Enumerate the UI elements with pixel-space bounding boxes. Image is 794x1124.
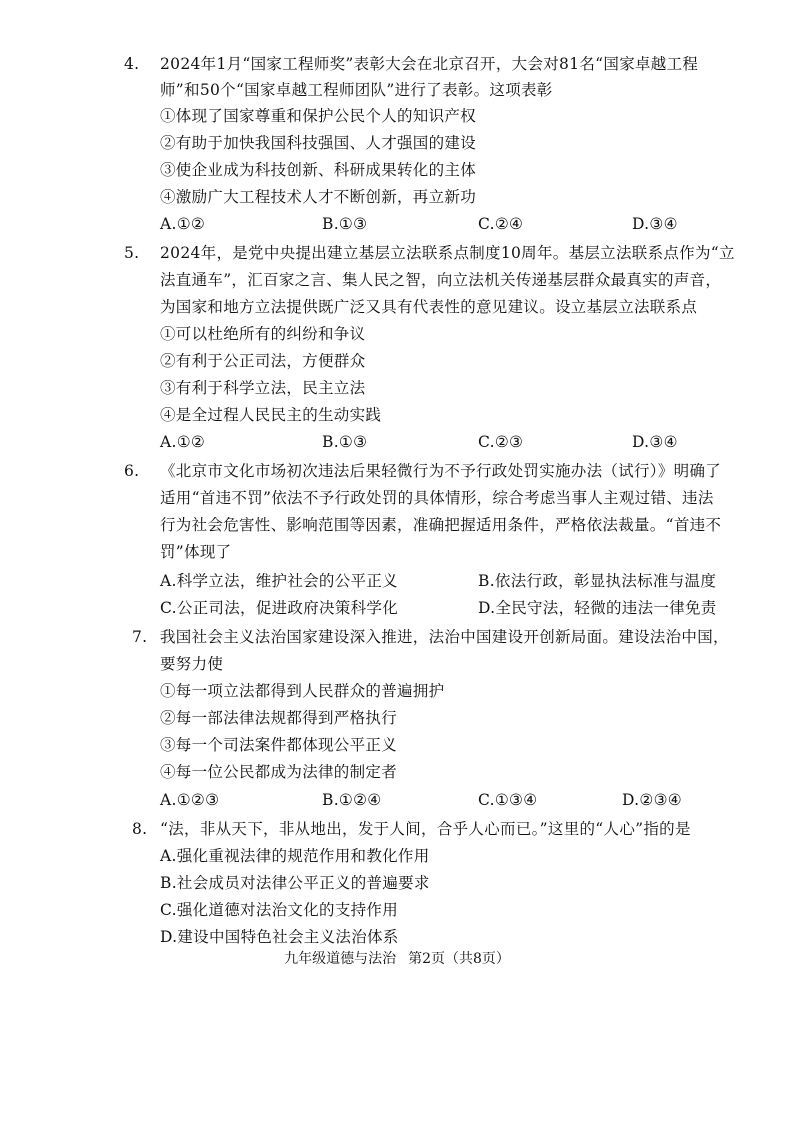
option-a: A.①②: [160, 215, 206, 233]
option-c: C.①③④: [478, 791, 538, 809]
statement: ①体现了国家尊重和保护公民个人的知识产权: [160, 107, 477, 125]
statement: ②有助于加快我国科技强国、人才强国的建设: [160, 134, 477, 152]
option-a: A.科学立法，维护社会的公平正义: [160, 572, 398, 590]
statement: ②每一部法律法规都得到严格执行: [160, 709, 398, 727]
question-stem-line: 要努力使: [160, 655, 224, 673]
option-a: A.①②③: [160, 791, 220, 809]
option-d: D.③④: [632, 433, 678, 451]
question-number: 7.: [132, 628, 148, 646]
statement: ③有利于科学立法，民主立法: [160, 379, 366, 397]
question-stem-line: 为国家和地方立法提供既广泛又具有代表性的意见建议。设立基层立法联系点: [160, 298, 698, 316]
question-stem-line: 罚”体现了: [160, 543, 232, 561]
statement: ②有利于公正司法，方便群众: [160, 352, 366, 370]
question-number: 5.: [124, 244, 140, 262]
question-number: 4.: [124, 55, 140, 73]
question-stem-line: 法直通车”，汇百家之言、集人民之智，向立法机关传递基层群众最真实的声音，: [160, 271, 722, 289]
question-stem-line: 2024年1月“国家工程师奖”表彰大会在北京召开，大会对81名“国家卓越工程: [160, 55, 699, 73]
footer-page-number: 第2页（共8页）: [408, 951, 510, 967]
question-stem-line: 《北京市文化市场初次违法后果轻微行为不予行政处罚实施办法（试行）》明确了: [160, 462, 722, 480]
option-b: B.依法行政，彰显执法标准与温度: [478, 572, 717, 590]
statement: ①可以杜绝所有的纠纷和争议: [160, 325, 366, 343]
statement: ④每一位公民都成为法律的制定者: [160, 763, 398, 781]
option-a: A.强化重视法律的规范作用和教化作用: [160, 847, 430, 865]
question-stem-line: 我国社会主义法治国家建设深入推进，法治中国建设开创新局面。建设法治中国，: [160, 628, 729, 646]
option-c: C.②③: [478, 433, 524, 451]
question-stem-line: 2024年，是党中央提出建立基层立法联系点制度10周年。基层立法联系点作为“立: [160, 244, 735, 262]
option-b: B.社会成员对法律公平正义的普遍要求: [160, 874, 430, 892]
option-b: B.①③: [322, 215, 368, 233]
option-c: C.强化道德对法治文化的支持作用: [160, 901, 399, 919]
question-stem-line: 适用“首违不罚”依法不予行政处罚的具体情形，综合考虑当事人主观过错、违法: [160, 489, 714, 507]
question-number: 6.: [124, 462, 140, 480]
question-stem-line: 行为社会危害性、影响范围等因素，准确把握适用条件，严格依法裁量。“首违不: [160, 516, 722, 534]
option-d: D.③④: [632, 215, 678, 233]
footer-subject: 九年级道德与法治: [284, 951, 397, 967]
option-d: D.②③④: [622, 791, 682, 809]
statement: ④激励广大工程技术人才不断创新，再立新功: [160, 188, 477, 206]
statement: ③使企业成为科技创新、科研成果转化的主体: [160, 161, 477, 179]
page-footer: [0, 948, 794, 968]
option-c: C.公正司法，促进政府决策科学化: [160, 599, 399, 617]
question-number: 8.: [132, 820, 148, 838]
statement: ①每一项立法都得到人民群众的普遍拥护: [160, 682, 445, 700]
option-d: D.全民守法，轻微的违法一律免责: [478, 599, 717, 617]
statement: ④是全过程人民民主的生动实践: [160, 406, 382, 424]
option-b: B.①②④: [322, 791, 382, 809]
question-stem-line: “法，非从天下，非从地出，发于人间，合乎人心而已。”这里的“人心”指的是: [160, 820, 691, 838]
option-b: B.①③: [322, 433, 368, 451]
question-stem-line: 师”和50个“国家卓越工程师团队”进行了表彰。这项表彰: [160, 81, 553, 99]
option-c: C.②④: [478, 215, 524, 233]
statement: ③每一个司法案件都体现公平正义: [160, 736, 398, 754]
option-a: A.①②: [160, 433, 206, 451]
option-d: D.建设中国特色社会主义法治体系: [160, 928, 399, 946]
